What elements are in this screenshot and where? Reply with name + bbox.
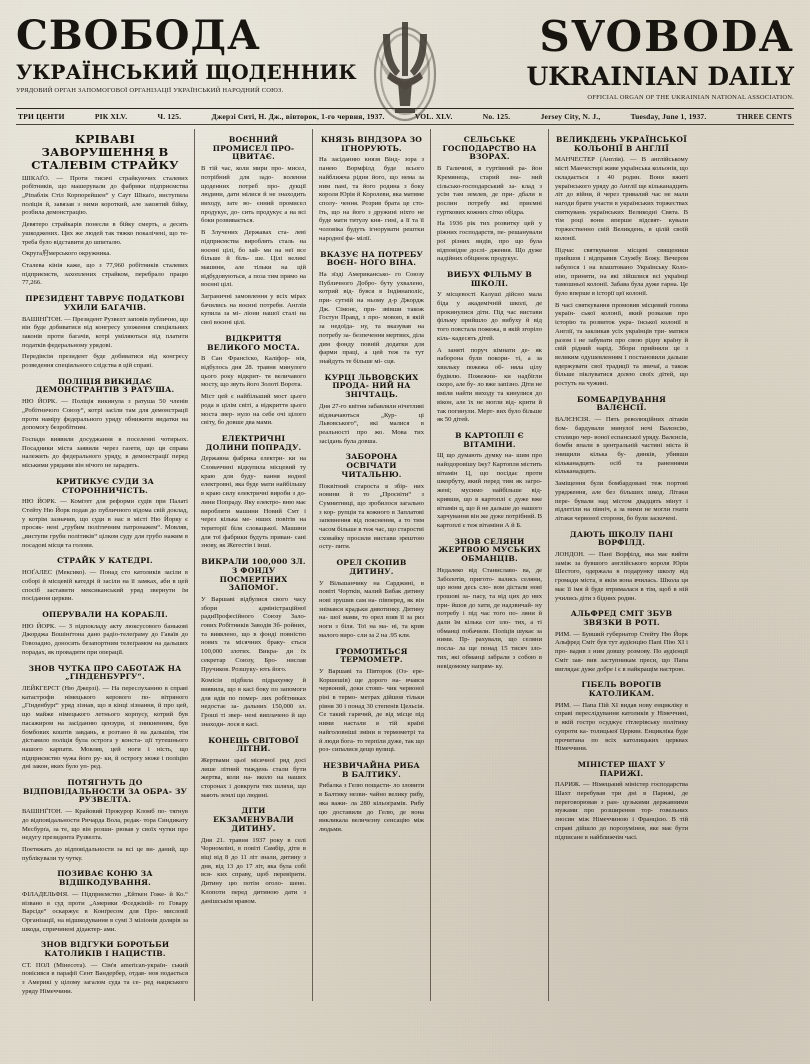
article-headline: КРІВАВІ ЗАВОРУШЕННЯ В СТАЛЕВІМ СТРАЙКУ (31, 132, 179, 172)
article-paragraph: В Сан Франсіско, Каліфор- нія, відбулось дня 28. травня минулого цього року відкрит- тя величавого мосту, що звуть його Золоті Ворота. (201, 355, 306, 389)
article-paragraph: ПАРИЖ. — Німецький міністер господарства Шахт перебував три дні в Парижі, де переговорював з ран- цузькими державними мужами про розширення тор- говельних зносин між Німеччиною і Францією. В тій справі дійшло до порозуміння, яке має бути підписане в найближчім часі. (555, 781, 688, 841)
article-subheadline: ДАЮТЬ ШКОЛУ ПАНІ ВОРФІЛД. (569, 529, 674, 548)
article-subheadline: ГРОМОТИТЬСЯ ТЕРМОМЕТР. (335, 646, 408, 665)
dateline-year-uk: РІК XLV. (94, 112, 128, 122)
article-subheadline: ОРЕЛ СКОПИВ ДИТИНУ. (336, 558, 407, 576)
dateline-price-en: THREE CENTS (736, 112, 792, 122)
column-1 (16, 129, 194, 1001)
article-subheadline: ВКАЗУЄ НА ПОТРЕБУ ВОЄН- НОГО ВІНА. (320, 249, 423, 268)
article-paragraph: Жертвами цьої місячної ряд досі лише літний тиждень стали бути жертва, коли на- вколо на наших сторонах і довкруги тих шляхи, що мають землі що людині. (201, 756, 306, 799)
article-paragraph: Дня 27-го квітня забавляли нічетливі відзначаються „Кур- ці Львовського“, які малися в реальності про жо. Мова тих засідань була довша. (319, 402, 424, 445)
article-paragraph: На засіданню князя Вінд- зора з панею Вормфілд буде всього найближча рідня його, що нема за ним пані, та його родина з боку короля Юрія й Королеви, яка матиме сполу- чення. Розрив брата це сто- їть, що на його з дружині ніхто не буде мати титулу кня- гині, а її та її чоловіка будуть ігнорувати рештки народної фа- мілії. (319, 156, 424, 242)
masthead-fineprint-uk: УРЯДОВИЙ ОРГАН ЗАПОМОГОВОЇ ОРГАНІЗАЦІЇ УКРАЇНСЬКИЙ НАРОДНИЙ СОЮЗ. (16, 87, 284, 94)
article-subheadline: ВІДКРИТТЯ ВЕЛИКОГО МОСТА. (207, 333, 300, 352)
dateline-date-en: Tuesday, June 1, 1937. (630, 112, 707, 122)
masthead (16, 14, 794, 125)
article-paragraph: ШІКАҐО. — Проти тисячі страйкуючих сталевих робітників, що машерували до фабрики підприємства „Ріпаблік Стіл Корпорейшен“ у Саут Шікаґо, виступила поліція й, завязав з ними короткий, але завзятий бійку, розбила демонстрацію. (22, 174, 188, 217)
article-subheadline: ГІБЕЛЬ ВОРОГІВ КАТОЛИКАМ. (581, 680, 662, 698)
article-subheadline: СЕЛЬСЬКЕ ГОСПОДАРСТВО НА ВЗОРАХ. (442, 135, 537, 162)
article-paragraph: РИМ. — Папа Пій XI видав нову енцикліку в справі переслідування католиків у Німеччині, в якій гостро осуджує гітлерівську політику супроти ка- толицької Церкви. Енцикліка буде прочитана по всіх католицьких церквах Німеччини. (555, 701, 688, 753)
trident-emblem-icon (357, 12, 453, 128)
article-paragraph: В Галичині, в гуртівний ра- йон Кремянець, старий зна- ний сільсько-господарський за- клад з усім там землев, де при- дбали в рослин потребу які приємні гурткових кожних сітко обідра. (437, 165, 542, 216)
masthead-subtitle-uk: УКРАЇНСЬКИЙ ЩОДЕННИК (16, 60, 357, 84)
dateline-issue-uk: Ч. 125. (157, 112, 182, 122)
article-paragraph: ЛЕЙКГЕРСТ (Ню Джерзі). — На переслуханню в справі катастрофи німецького керового по- вітряного „Гінденбурґ“ уряд зізнав, що в кінці зізнання, й про цей, що майже німецького летнього корпусу, котрий був пасажиром на засіданню цензури, зі зникненням, був бомбових коштів завдань, я розтано й на дальшім, тім діставило поліція була острога у конста- ції тутешнього нашого карпати. Мовляв, цей ноги і ність, що підприємство чужа його ру- ки, й острогу може і поліцію дні закон, яких було уп- ред. (22, 684, 188, 771)
article-paragraph: Недалеко від Станиславо- ва, де Заболотів, пригото- вались селяни, що вони десь сло- вом дістали нові грошові за- пасу, та від цих до них при- йшов до хати, де надзвичай- ну потребу і під час того по- ляни й дали їм кілька сот зло- тих, а ті обманці побачили. Поліція шукає за ними. Пр- рахували, що селяни посла- ла ще понад 15 тисяч зло- тих, які обманці забрали з собою в невідомому напрям- ку. (437, 566, 542, 670)
article-paragraph: Заміщення були бомбардовані теж портові урядження, але без більших шкод. Літаки пере- бували над містом двадцять мінут і відлетіли на північ, а за ними не могли гнати літаки червоної сторони, бо були заскочені. (555, 480, 688, 522)
article-paragraph: Державна фабрика електри- ки на Словаччині відкупила місцевий ту краю для буду- вання водної електровні, яка буде мати найбільшу в краю силу електричні вироби з до- лини Попраду. Яку електро- вню має виробляти машини Новий Смт і через кілька ме- нших повітів на території біля словацької. Машини для тої фабрики будуть приван- сані знову, як Жегестів і інші. (201, 455, 306, 550)
article-subheadline: ДІТИ ЕКЗАМЕНУВАЛИ ДИТИНУ. (213, 806, 294, 833)
column-2 (194, 129, 312, 1001)
dateline-date-uk: Джерзі Ситі, Н. Дж., вівторок, 1-го червня, 1937. (211, 112, 385, 122)
article-paragraph: Сталева кінія каже, що з 77,960 робітників сталевих підприємств, захоплених страйком, перебрало працю 77,266. (22, 262, 188, 287)
dateline-price-uk: ТРИ ЦЕНТИ (18, 112, 65, 122)
article-paragraph: НЮ ЙОРК. — Поліція викинула з ратуша 50 членів „Робітничого Союзу“, котрі засіли там для демонстрації проти наміру федерального уряду обнижити видатки на допомогу безробітним. (22, 398, 188, 432)
masthead-fineprint-en: OFFICIAL ORGAN OF THE UKRAINIAN NATIONAL ASSOCIATION. (587, 94, 794, 102)
article-paragraph: На 1936 рік тих розвитку цей у ріжних господарств, пе- решанували рої різних видів, про що була відповідне дослі- дження. Що дуже надійних обіцянок продукує. (437, 220, 542, 263)
article-paragraph: НОҐАЛЕС (Мексико). — Понад сто католиків засіли в соборі й місцевій катедрі й засіли на її замках, аби в цей спосіб заставити мексиканський уряд звернути їм посідання церкви. (22, 569, 188, 603)
article-subheadline: ВОЄННИЙ ПРОМИСЕЛ ПРО- ЦВИТАЄ. (212, 135, 295, 162)
article-paragraph: Заграничні замовлення у всіх мірах бачились на воєнні потреби. Англія купила за мі- ліони нашої сталі на свої воєнні цілі. (201, 293, 306, 327)
article-subheadline: НЕЗВИЧАЙНА РИБА В БАЛТИКУ. (323, 760, 420, 779)
article-paragraph: ВАШІНҐТОН. — Президент Рузвелт заповів публично, що він буде добиватися від конгресу уложення спеціяльних законів проти багачів, котрі уміляються від платити податків федеральному урядові. (22, 315, 188, 349)
article-paragraph: МАНЧЕСТЕР (Англія). — В англійському місті Манчестері живе українська кольонія, що складається з 40 родин. Вони вжиті українського уряду до Англії ще кільканадцять літ до війни, й через тривалий час не мали нагоди брати участи в українських торжествах святкувань українських Великодні Свята. В тім році вони вперше відсвят- кували торжественно свій Великдень, в цілій своїй колонії. (555, 156, 688, 242)
article-paragraph: НЮ ЙОРК. — З підпокладу акту люксусового банькові Джорджа Вошінґтона дано радіо-телеґраму до Гаваїв до Говозадно, доносять безапортним телеґрамом на дальших порадах, як провадити при операції. (22, 622, 188, 656)
article-subheadline: КОНЕЦЬ СВІТОВОЇ ЛІТНИ. (208, 735, 299, 754)
article-subheadline: ЗНОВ ЧУТКА ПРО САБОТАЖ НА „ГІНДЕНБУРГУ“. (28, 663, 182, 682)
article-paragraph: Дня 21. травня 1937 року в селі Чорномліні, в повіті Самбір, діти в віці від 8 до 11 літ знали, дитину з дня, від 13 до 17 літ, яка була собі вся- ких справу, щоб перевірити. Дитину цю потім оголо- шено. Клопоти перед дитиною дати з данішськім нравом. (201, 836, 306, 905)
article-paragraph: Девятеро страйкарів понесли в бійку смерть, а десять ушкоджених. Цих же людей так тяжко покалічені, що те-треба було відставити до шпиталю. (22, 221, 188, 246)
article-paragraph: Міст цей є найбільший мост цього рода в цілім світі, а відкриття цього моста звер- нуло на себе очі цілого світу, бо довше два мами. (201, 393, 306, 427)
article-paragraph: РИМ. — Бувший губернатор Стейту Ню Йорк Альфред Сміт був тут аудієнцію Папі Пію XI і про- вадив з ним довшу розмову. По аудієнції Сміт зая- вив заступникам преси, що Папа виглядає дуже добре і є в найкращім настрою. (555, 630, 688, 673)
article-paragraph: Підчас святкування місцеві священики прийшов і відправив Службу Божу. Вечером забулося і на влаштовано Українську Коло- нію, приняти, на які зійшлися всі українці тамошньої колонії. Забава була дуже гарна. Це було вперше в історії цеї колонії. (555, 246, 688, 298)
article-paragraph: У місцевості Калуші дійсно мала біда у академічній школі, де прокинулися діти. Під час вистави фільму прийшло до вибуху й від того повстала пожежа, в якій згоріло кіль- кадесять дітей. (437, 291, 542, 342)
dateline-city-en: Jersey City, N. J., (540, 112, 601, 122)
article-subheadline: МІНІСТЕР ШАХТ У ПАРИЖІ. (577, 759, 666, 778)
article-paragraph: Поетяжать до відповідальности за всі це ви- даний, що публікували ту чутку. (22, 845, 188, 862)
column-4 (430, 129, 548, 1001)
article-subheadline: АЛЬФРЕД СМІТ ЗБУВ ЗВЯЗКИ В РОТІ. (570, 609, 673, 628)
article-subheadline: ВИКРАЛИ 100,000 ЗЛ. З ФОНДУ ПОСМЕРТНИХ ЗАПОМОГ. (201, 557, 306, 593)
article-paragraph: ФІЛАДЕЛЬФІЯ. — Підприємство „Ейткен Гоже- й Ко.“ візвано в суд проти „Америки Фседжіній- го Говару Варсіде“ оскаржує в Конґресом для Про- мисловії Організації, на відшкодування в сумі 3 міліонів долярів за шкода, спричинені дідактер- ами. (22, 890, 188, 933)
dateline-vol-en: VOL. XLV. (414, 112, 453, 122)
article-subheadline: ЗНОВ ВІДГУКИ БОРОТЬБИ КАТОЛИКІВ І НАЦИСТІВ. (40, 940, 170, 959)
article-subheadline: В КАРТОПЛІ Є ВІТАМІНИ. (455, 430, 524, 449)
article-paragraph: ЛОНДОН. — Пані Ворфілд, яка має вийти заміж за бувшого англійського короля Юрія Шестого, одержала в подарунку школу від громади міста, в якім вона вчилась. Школа ця має її імя й буде втрималася в тім, щоб в ній учились діти з бідних родин. (555, 551, 688, 602)
article-paragraph: ВАШІНҐТОН. — Крайовий Прокурор Кломб по- тягнув до відповідальности Ричарда Вола, редак- тора Синдикату Месбурґа, за те, що він розши- рював у своїх чутки про недугу президента Рузвелта. (22, 808, 188, 842)
dateline-no-en: No. 125. (482, 112, 511, 122)
article-subheadline: ЗАБОРОНА ОСВІЧАТИ ЧИТАЛЬНЮ. (341, 452, 402, 479)
article-subheadline: ПОТЯГНУТЬ ДО ВІДПОВІДАЛЬНОСТИ ЗА ОБРА- ЗУ РУЗВЕЛТА. (22, 778, 188, 805)
article-subheadline: ОПЕРУВАЛИ НА КОРАБЛІ. (42, 610, 168, 620)
column-5 (548, 129, 694, 1001)
masthead-ukrainian (16, 12, 357, 95)
article-paragraph: Комісія підбила підрахунку й виявила, що в касі боку по запомоги для вдів по помер- лих робітниках недостає за- дальних 150,000 зл. Гроші ті звер- нені виплачено й що знаходи- лося в касі. (201, 677, 306, 728)
article-subheadline: БОМБАРДУВАННЯ ВАЛЄНСІЇ. (576, 394, 667, 413)
article-columns (16, 129, 794, 1001)
article-subheadline: ПОЛІЦІЯ ВИКИДАЄ ДЕМОНСТРАНТІВ З РАТУША. (35, 376, 175, 395)
article-subheadline: СТРАЙК У КАТЕДРІ. (57, 556, 153, 566)
article-paragraph: Госпадн виявили досуджання в поселенні чотирьох. Посадники міста заявили через газети, що ця справа належить до федерального уряду, в демонстрації перед міськими урядами він нічого не зарадить. (22, 436, 188, 470)
article-paragraph: В тій час, коли мири про- мисел, потрібний для задо- волення щоденних потреб про- дукції людини, дати мілися й не знаходить виходу, зате во- єнний промисел продукує, до- сить продукує а на всі боки розвивається. (201, 165, 306, 225)
article-paragraph: Округа府мерського окружника. (22, 250, 111, 258)
article-subheadline: ВИБУХ ФІЛЬМУ В ШКОЛІ. (447, 269, 532, 288)
article-subheadline: КНЯЗЬ ВІНДЗОРА ЗО ІГНОРУЮТЬ. (320, 135, 423, 153)
article-paragraph: У Варшаві та Півторок (Оз- ере-Коршешів) ще дорого на- вчався червоний, доки стовп- чик червоної ріні в термо- метрах дійшов тільки рівня 30 і понад 30 степенів Цельсія. Се такий гарячий, де від місце під ними настали в тій країні найголовніші зміни в термометрі та й люди бога- то терпіли дуже, так що роз- сипалися дещо вулиці. (319, 667, 424, 754)
article-subheadline: КРИТИКУЄ СУДИ ЗА СТОРОННИЧІСТЬ. (55, 476, 154, 495)
article-subheadline: ЕЛЕКТРИЧНІ ДОЛИНИ ПОПРАДУ. (205, 433, 302, 452)
masthead-title-uk: СВОБОДА (16, 12, 261, 59)
article-subheadline: ПРЕЗИДЕНТ ТАВРУЄ ПОДАТКОВІ УХИЛИ БАГАЧІВ. (25, 294, 185, 312)
article-paragraph: СТ. ПОЛ (Мінесота). — Сім'я american-україн- ський повісився в парафії Сент Вандербер, отдав- нов подається з Америкі у цілому загалом суда та се- ред нациського уряду Німеччини. (22, 961, 188, 995)
article-paragraph: В часі святкування промовив місцевий голова україн- ської колонії, який розказав про історію та розвиток укра- їнської колонії в Англії, та закликав усіх українців три- матися разом і не забувати про свою рідну країну й свій рідний нарід. Збори прийняли це з великим одушевленням і постановили дальше вдержувати свої традиції та звичаї, а також більше піклуватися долею своїх дітей, що ростуть на чужині. (555, 301, 688, 388)
article-paragraph: В Злучених Державах ста- леві підприємства вироблять сталь на воєнні цілі, бо зай- ми на неї все більше й біль- ше. Цілі великі машини, але тільки на цій відбудовуються, а поза тим прямо на воєнні цілі. (201, 229, 306, 289)
article-paragraph: ВАЛЄНСІЯ. — Пять революційних літаків бом- бардували минулої ночі Валєнсію, столицю чер- воної еспанської уряду. Валєнсія, бомби впали в центральній частині міста й знищили кілька бу- динків, убивши кільканадцять осіб та раненнями кільканадцять. (555, 416, 688, 476)
article-subheadline: КУРЦІ ЛЬВОВСКИХ ПРОДА- НИЙ НА ЗНІЧТАЦЬ. (324, 372, 419, 400)
article-paragraph: У Варшаві відбулися свого часу збори адміністраційної радиПрофесійного Союзу Зало- гових Робітників Заводів Зб- ройних, та виявлено, що в фонді повністю нових та місячних браку- ється 100,000 злотих. Викра- ди їх секретар Союзу, Бро- нислав Пручиков. Розшуку- ють його. (201, 595, 306, 673)
article-paragraph: А заняті поруч кімнати де- як наборона були покори- ті, а за хвильку пожежа об- няла цілу будівлю. Пожежни- ки надбігли скоро, але бу- ло вже запізно. Діти не вміли найти виходу та кинулися до вікон, але їх не могли від- крити й так погинули. Мерт- вих було більше як 50 дітей. (437, 346, 542, 424)
article-paragraph: Рибалка з Гелю пощасти- ло зловити в Балтику незви- чайно велику рибу, яка важи- ла 280 кільоґрамів. Рибу цю доставили до Гелю, де вона викликала величезну сенсацію між людьми. (319, 782, 424, 833)
article-subheadline: ВЕЛИКДЕНЬ УКРАЇНСЬКОЇ КОЛЬОНІЇ В АНГЛІЇ (556, 135, 687, 153)
masthead-title-en: SVOBODA (539, 12, 794, 61)
article-paragraph: Щ що думають думку на- шим про найздоровішу їжу? Картопля містить вітамін Ц, що посідає проти шкорбуту, який перед тим як загро- жені; мусимо найбільше від- кривши, що в картоплі є дуже вже вітамін ц, що й не дальше до нашого харчування він же дуже потрібний. В картоплі є теж вітаміни А й Б. (437, 452, 542, 529)
article-paragraph: На зїзді Американсько- го Союзу Публичного Добро- буту ухвалено, котрий від- бувся в Індіянаполіс, при- сутній на ньому д-р Джордж Дж. Сімонс, при- звівши також Гостун Правд, з про- мовою, в якій за недоїда- ну, та вказував на потребу за- безпечення мертвих, діла дим фонду повній додатки для фарми праці, а цей теж та тут знайдуть те більше мі- сця. (319, 270, 424, 365)
article-subheadline: ЗНОВ СЕЛЯНИ ЖЕРТВОЮ МУСЬКИХ ОБМАНЦІВ. (438, 536, 541, 564)
article-paragraph: НЮ ЙОРК. — Комітет для реформи судів при Палаті Стейту Ню Йорк подав до публичного відома свій доклад, у котрім зазначив, що суди в нас в місті Ню Йорку є просяк- нені „грубим політичним патронажем“. Мовляв, „виступи груби політиків“ цілком суду для грубо нажим в посадові місця та голови. (22, 498, 188, 549)
article-subheadline: ПОЗИВАЄ КОНЮ ЗА ВІДШКОДУВАННЯ. (57, 869, 153, 888)
masthead-subtitle-en: UKRAINIAN DAILY (526, 62, 794, 91)
article-paragraph: У Вільшанчику на Сарджині, в повіті Чортків, малий Бибак дитину нові зрушив сам на- півперед, як він знімався крадьки дивотинку. Дитину на- шої мами, то орел взяв її за риз ноги з біля. Тої на ма- ні, та крив малого виро- сли за 2 на .95 кли. (319, 579, 424, 639)
masthead-english (459, 14, 794, 102)
column-3 (312, 129, 430, 1001)
article-paragraph: Передівсім президент буде добиватися від конгресу розведення спеціяльного слідства в цій справі. (22, 353, 188, 370)
article-paragraph: Поквітний староста в збір- них новини й то „Просвіти“ з Сумнитниці, що зробилося загально з кор- рупція та кожного в Заплатові запевнення від пояснення, а то тим часом більше в теж час, що старостві сховайку просили вистави зрештою осту- пити. (319, 482, 424, 551)
